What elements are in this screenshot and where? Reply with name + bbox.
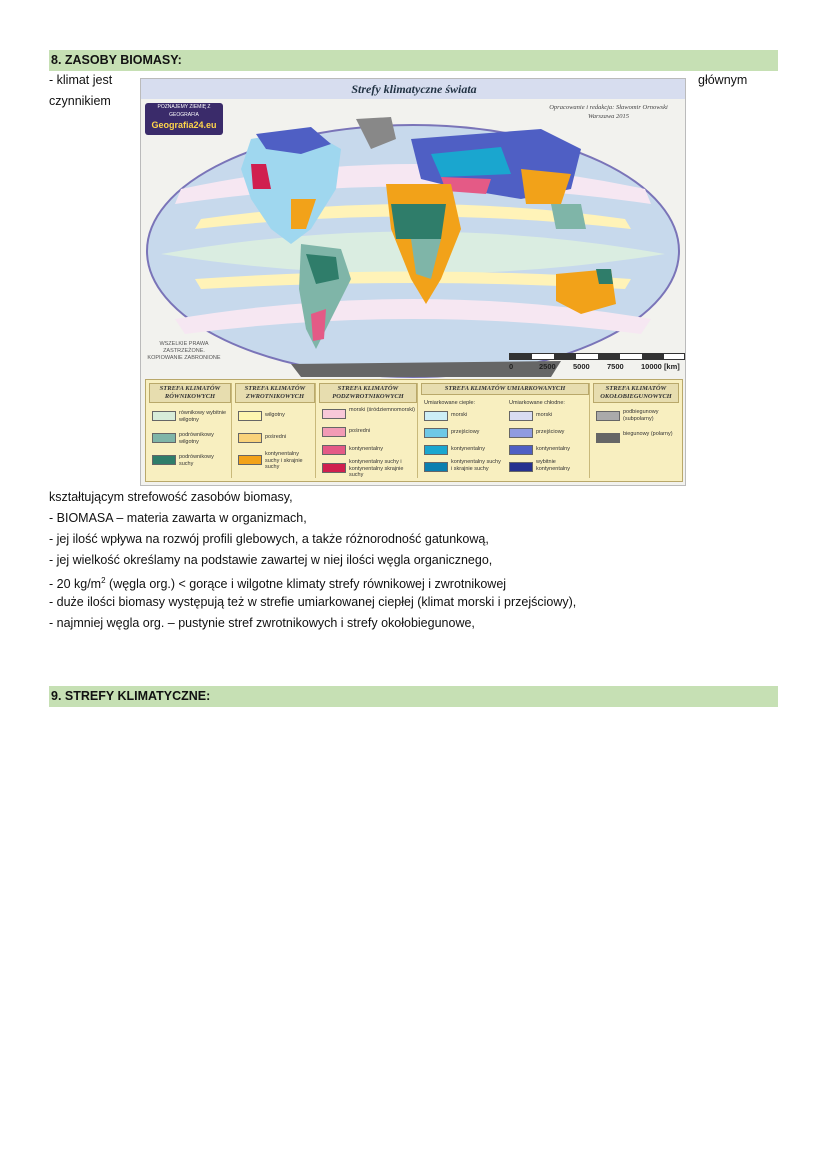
legend-swatch xyxy=(596,411,620,421)
legend-label: przejściowy xyxy=(451,429,480,435)
legend-label: pośredni xyxy=(349,428,371,434)
legend-label: kontynentalny suchy i skrajnie suchy xyxy=(265,451,303,470)
legend-label: kontynentalny xyxy=(349,446,383,452)
legend-label: kontynentalny suchy i skrajnie suchy xyxy=(451,459,501,472)
legend-label: podrównikowy suchy xyxy=(179,454,214,467)
legend-swatch xyxy=(322,445,346,455)
units-sup: 2 xyxy=(101,576,106,585)
legend-heading: STREFA KLIMATÓW OKOŁOBIEGUNOWYCH xyxy=(593,383,679,403)
legend-subheading: Umiarkowane chłodne: xyxy=(509,400,565,406)
legend-label: pośredni xyxy=(265,434,287,440)
legend-swatch xyxy=(238,411,262,421)
scale-label: 0 xyxy=(509,362,514,371)
text-line: - najmniej węgla org. – pustynie stref zwrotnikowych i strefy okołobiegunowe, xyxy=(49,616,475,630)
legend-heading: STREFA KLIMATÓW RÓWNIKOWYCH xyxy=(149,383,231,403)
legend-heading: STREFA KLIMATÓW ZWROTNIKOWYCH xyxy=(235,383,315,403)
legend-tropical xyxy=(235,383,316,478)
legend-swatch xyxy=(596,433,620,443)
scale-bar-graphic xyxy=(509,353,685,360)
legend-temperate xyxy=(421,383,590,478)
map-legend xyxy=(145,379,683,482)
legend-swatch xyxy=(424,428,448,438)
legend-polar xyxy=(593,383,679,478)
legend-swatch xyxy=(509,462,533,472)
legend-label: podbiegunowy (subpolarny) xyxy=(623,409,659,422)
legend-label: równikowy wybitnie wilgotny xyxy=(179,410,227,423)
scale-label: 5000 xyxy=(573,362,590,371)
world-map-graphic xyxy=(141,79,686,379)
legend-swatch xyxy=(509,445,533,455)
legend-subtropical xyxy=(319,383,418,478)
legend-swatch xyxy=(509,411,533,421)
legend-swatch xyxy=(424,445,448,455)
text-line: - duże ilości biomasy występują też w strefie umiarkowanej ciepłej (klimat morski i przejściowy), xyxy=(49,595,577,609)
scale-label: 10000 [km] xyxy=(641,362,680,371)
logo-title: Geografia24.eu xyxy=(151,120,217,130)
legend-heading: STREFA KLIMATÓW UMIARKOWANYCH xyxy=(421,383,589,395)
text-line: kształtującym strefowość zasobów biomasy, xyxy=(49,490,293,504)
scale-label: 2500 xyxy=(539,362,556,371)
legend-label: wilgotny xyxy=(265,412,285,418)
copyright-warning: WSZELKIE PRAWA ZASTRZEŻONE. KOPIOWANIE ZABRONIONE xyxy=(147,341,221,361)
logo-subtitle: POZNAJEMY ZIEMIĘ Z GEOGRAFIA xyxy=(157,104,211,118)
text-line-units xyxy=(49,572,506,593)
legend-swatch xyxy=(152,411,176,421)
text-line-1-right: głównym xyxy=(698,73,748,87)
legend-swatch xyxy=(322,463,346,473)
scale-label: 7500 xyxy=(607,362,624,371)
legend-swatch xyxy=(238,433,262,443)
legend-label: kontynentalny xyxy=(536,446,570,452)
legend-swatch xyxy=(509,428,533,438)
text-line: - jej wielkość określamy na podstawie zawartej w niej ilości węgla organicznego, xyxy=(49,553,493,567)
legend-label: morski (śródziemnomorski) xyxy=(349,407,416,413)
units-post: (węgla org.) < gorące i wilgotne klimaty strefy równikowej i zwrotnikowej xyxy=(105,577,507,592)
text-line-1: - klimat jest xyxy=(49,73,113,87)
legend-equatorial xyxy=(149,383,232,478)
legend-swatch xyxy=(238,455,262,465)
text-line-2: czynnikiem xyxy=(49,94,111,108)
map-credit: Opracowanie i redakcja: Sławomir Ornowski Warszawa 2015 xyxy=(549,104,668,120)
legend-swatch xyxy=(152,455,176,465)
legend-label: kontynentalny suchy i kontynentalny skrajnie suchy xyxy=(349,459,404,478)
legend-label: morski xyxy=(451,412,468,418)
legend-swatch xyxy=(322,409,346,419)
units-pre: - 20 kg/m xyxy=(49,577,102,592)
legend-label: podrównikowy wilgotny xyxy=(179,432,214,445)
legend-subheading: Umiarkowane ciepłe: xyxy=(424,400,476,406)
scale-bar xyxy=(509,353,685,371)
legend-label: przejściowy xyxy=(536,429,565,435)
legend-swatch xyxy=(424,462,448,472)
legend-label: morski xyxy=(536,412,553,418)
map-title: Strefy klimatyczne świata xyxy=(141,79,686,99)
legend-label: biegunowy (polarny) xyxy=(623,431,673,437)
legend-label: kontynentalny xyxy=(451,446,485,452)
legend-swatch xyxy=(424,411,448,421)
legend-label: wybitnie kontynentalny xyxy=(536,459,570,472)
climate-zones-map xyxy=(140,78,686,486)
section-9-heading: 9. STREFY KLIMATYCZNE: xyxy=(49,686,778,707)
section-8-heading: 8. ZASOBY BIOMASY: xyxy=(49,50,778,71)
legend-heading: STREFA KLIMATÓW PODZWROTNIKOWYCH xyxy=(319,383,417,403)
legend-swatch xyxy=(322,427,346,437)
text-line: - jej ilość wpływa na rozwój profili glebowych, a także różnorodność gatunkową, xyxy=(49,532,489,546)
legend-swatch xyxy=(152,433,176,443)
text-line: - BIOMASA – materia zawarta w organizmach, xyxy=(49,511,307,525)
